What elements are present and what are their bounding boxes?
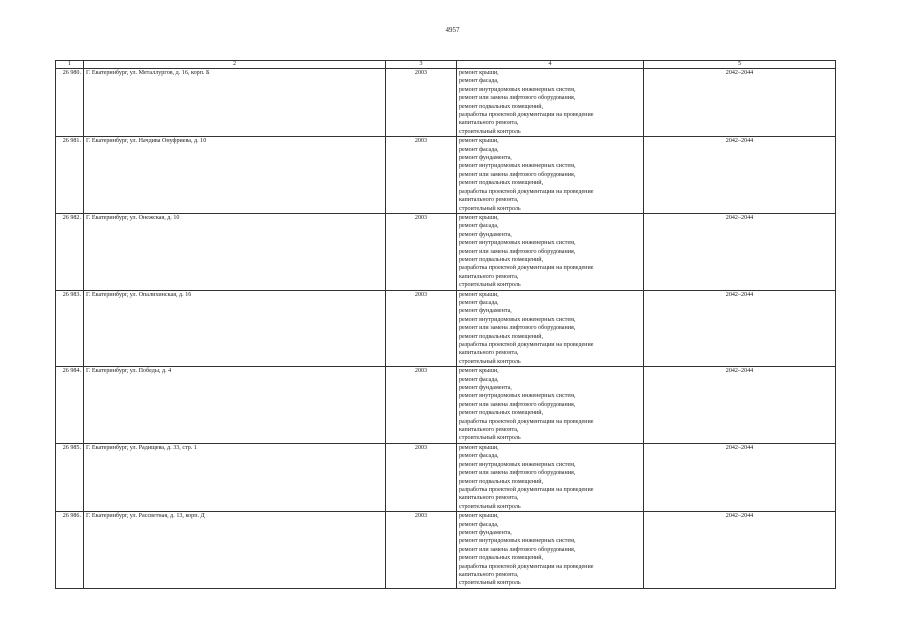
work-item: ремонт фундамента, [459,308,512,315]
work-item: ремонт крыши, [459,513,499,520]
row-year: 2003 [386,443,457,511]
row-period: 2042–2044 [644,512,836,589]
table-row [56,213,836,290]
work-item: капитального ремонта, [459,197,519,204]
row-period: 2042–2044 [644,69,836,137]
row-number: 26 982. [56,213,84,290]
work-item: ремонт внутридомовых инженерных систем, [459,240,576,247]
work-item: разработка проектной документации на проведение [459,486,594,493]
header-col-3: 3 [386,61,457,69]
table-row [56,367,836,444]
row-year: 2003 [386,213,457,290]
work-item: ремонт или замена лифтового оборудования, [459,171,576,178]
work-item: ремонт подвальных помещений, [459,103,544,110]
work-item: ремонт подвальных помещений, [459,333,544,340]
work-item: ремонт или замена лифтового оборудования, [459,95,576,102]
work-item: разработка проектной документации на проведение [459,112,594,119]
work-item: разработка проектной документации на проведение [459,563,594,570]
row-year: 2003 [386,290,457,367]
header-col-1: 1 [56,61,84,69]
work-item: ремонт крыши, [459,214,499,221]
work-item: строительный контроль [459,358,521,365]
row-address: Г. Екатеринбург, ул. Металлургов, д. 16, корп. Б [84,69,386,137]
header-col-2: 2 [84,61,386,69]
work-item: капитального ремонта, [459,120,519,127]
work-item: ремонт фасада, [459,521,499,528]
row-works [457,512,644,589]
row-period: 2042–2044 [644,213,836,290]
work-item: ремонт или замена лифтового оборудования, [459,470,576,477]
work-item: ремонт внутридомовых инженерных систем, [459,316,576,323]
work-item: ремонт фасада, [459,299,499,306]
work-item: ремонт фундамента, [459,529,512,536]
work-item: ремонт или замена лифтового оборудования, [459,325,576,332]
register-body [56,69,836,589]
row-number: 26 981. [56,137,84,214]
work-item: строительный контроль [459,435,521,442]
header-col-5: 5 [644,61,836,69]
table-row [56,290,836,367]
row-address: Г. Екатеринбург, ул. Рассветная, д. 13, корп. Д [84,512,386,589]
row-works [457,290,644,367]
work-item: разработка проектной документации на проведение [459,418,594,425]
work-item: разработка проектной документации на проведение [459,265,594,272]
header-col-4: 4 [457,61,644,69]
work-item: капитального ремонта, [459,495,519,502]
table-row [56,69,836,137]
work-item: ремонт фасада, [459,376,499,383]
work-item: ремонт подвальных помещений, [459,410,544,417]
work-item: ремонт подвальных помещений, [459,478,544,485]
row-address: Г. Екатеринбург, ул. Начдива Онуфриева, д. 10 [84,137,386,214]
row-year: 2003 [386,69,457,137]
work-item: ремонт подвальных помещений, [459,256,544,263]
work-item: ремонт крыши, [459,70,499,76]
page-number: 4957 [445,26,460,34]
work-item: разработка проектной документации на проведение [459,342,594,348]
work-item: ремонт фасада, [459,146,499,153]
work-item: ремонт фундамента, [459,155,512,162]
work-item: ремонт крыши, [459,291,499,298]
work-item: строительный контроль [459,503,521,510]
work-item: строительный контроль [459,580,521,587]
work-item: ремонт крыши, [459,138,499,145]
work-item: ремонт фундамента, [459,385,512,392]
row-address: Г. Екатеринбург, ул. Радищева, д. 33, стр. 1 [84,443,386,511]
work-item: ремонт внутридомовых инженерных систем, [459,538,576,545]
work-item: ремонт фундамента, [459,231,512,238]
work-item: ремонт внутридомовых инженерных систем, [459,86,576,93]
row-number: 26 984. [56,367,84,444]
row-year: 2003 [386,137,457,214]
row-works [457,443,644,511]
work-item: капитального ремонта, [459,427,519,434]
table-row [56,137,836,214]
header-row [56,61,836,69]
row-number: 26 986. [56,512,84,589]
work-item: капитального ремонта, [459,571,519,578]
work-item: ремонт крыши, [459,368,499,375]
work-item: строительный контроль [459,128,521,135]
row-works [457,367,644,444]
work-item: капитального ремонта, [459,350,519,357]
row-period: 2042–2044 [644,290,836,367]
work-item: ремонт подвальных помещений, [459,555,544,562]
work-item: ремонт внутридомовых инженерных систем, [459,163,576,170]
work-item: строительный контроль [459,205,521,212]
row-number: 26 985. [56,443,84,511]
work-item: ремонт крыши, [459,444,499,451]
row-period: 2042–2044 [644,367,836,444]
work-item: ремонт или замена лифтового оборудования, [459,248,576,255]
work-item: ремонт фасада, [459,78,499,85]
row-number: 26 980. [56,69,84,137]
work-item: ремонт или замена лифтового оборудования, [459,401,576,408]
row-works [457,137,644,214]
row-works [457,213,644,290]
row-period: 2042–2044 [644,443,836,511]
work-item: ремонт фасада, [459,453,499,460]
work-item: капитального ремонта, [459,273,519,280]
row-number: 26 983. [56,290,84,367]
work-item: ремонт или замена лифтового оборудования, [459,546,576,553]
table-row [56,512,836,589]
row-address: Г. Екатеринбург, ул. Онежская, д. 10 [84,213,386,290]
work-item: разработка проектной документации на проведение [459,188,594,195]
work-item: ремонт внутридомовых инженерных систем, [459,461,576,468]
register-table [55,60,836,589]
row-address: Г. Екатеринбург, ул. Победы, д. 4 [84,367,386,444]
row-year: 2003 [386,512,457,589]
work-item: ремонт фасада, [459,223,499,230]
row-year: 2003 [386,367,457,444]
work-item: строительный контроль [459,282,521,289]
work-item: ремонт внутридомовых инженерных систем, [459,393,576,400]
row-works [457,69,644,137]
work-item: ремонт подвальных помещений, [459,180,544,187]
row-address: Г. Екатеринбург, ул. Опалихинская, д. 16 [84,290,386,367]
row-period: 2042–2044 [644,137,836,214]
table-row [56,443,836,511]
